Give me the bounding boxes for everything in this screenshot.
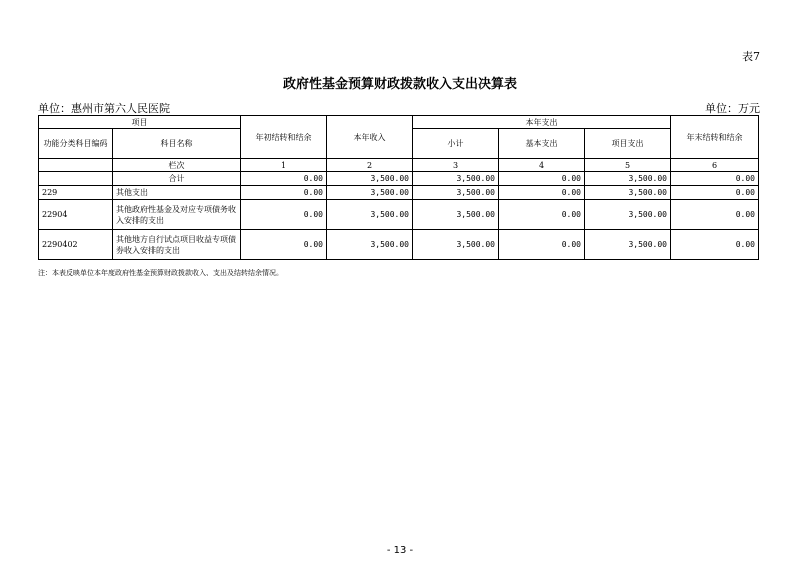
row-value: 3,500.00 — [413, 186, 499, 200]
report-table — [38, 115, 759, 260]
row-value: 3,500.00 — [585, 230, 671, 260]
header-item: 项目 — [39, 116, 241, 129]
col-number: 3 — [413, 159, 499, 172]
row-code: 229 — [39, 186, 113, 200]
col-number: 5 — [585, 159, 671, 172]
header-closing-balance: 年末结转和结余 — [671, 116, 759, 159]
page-title: 政府性基金预算财政拨款收入支出决算表 — [282, 77, 517, 92]
header-opening-balance: 年初结转和结余 — [241, 116, 327, 159]
row-value: 0.00 — [241, 230, 327, 260]
row-code — [39, 172, 113, 186]
row-value: 0.00 — [671, 230, 759, 260]
row-value: 3,500.00 — [413, 200, 499, 230]
row-name: 合计 — [113, 172, 241, 186]
row-value: 0.00 — [671, 186, 759, 200]
table-row — [39, 186, 759, 200]
row-value: 0.00 — [241, 186, 327, 200]
table-row — [39, 230, 759, 260]
row-value: 3,500.00 — [585, 172, 671, 186]
row-code: 2290402 — [39, 230, 113, 260]
col-number: 6 — [671, 159, 759, 172]
header-expenditure: 本年支出 — [413, 116, 671, 129]
header-subtotal: 小计 — [413, 129, 499, 159]
col-number: 1 — [241, 159, 327, 172]
header-income: 本年收入 — [327, 116, 413, 159]
row-value: 3,500.00 — [585, 186, 671, 200]
row-value: 0.00 — [671, 200, 759, 230]
row-value: 0.00 — [499, 200, 585, 230]
row-value: 3,500.00 — [327, 230, 413, 260]
row-value: 0.00 — [671, 172, 759, 186]
empty-cell — [39, 159, 113, 172]
row-value: 0.00 — [241, 200, 327, 230]
row-value: 0.00 — [499, 186, 585, 200]
table-row — [39, 200, 759, 230]
row-value: 3,500.00 — [327, 200, 413, 230]
footnote: 注：本表反映单位本年度政府性基金预算财政拨款收入、支出及结转结余情况。 — [38, 269, 283, 277]
row-value: 3,500.00 — [327, 172, 413, 186]
row-value: 0.00 — [499, 230, 585, 260]
col-number: 2 — [327, 159, 413, 172]
header-project: 项目支出 — [585, 129, 671, 159]
row-name: 其他支出 — [113, 186, 241, 200]
header-row-1 — [39, 116, 759, 129]
row-value: 3,500.00 — [585, 200, 671, 230]
table-number: 表7 — [742, 50, 760, 63]
row-value: 3,500.00 — [327, 186, 413, 200]
row-value: 3,500.00 — [413, 172, 499, 186]
row-value: 3,500.00 — [413, 230, 499, 260]
table-row-total — [39, 172, 759, 186]
header-basic: 基本支出 — [499, 129, 585, 159]
row-value: 0.00 — [499, 172, 585, 186]
row-value: 0.00 — [241, 172, 327, 186]
row-code: 22904 — [39, 200, 113, 230]
header-subject-name: 科目名称 — [113, 129, 241, 159]
column-number-row — [39, 159, 759, 172]
unit-currency: 单位：万元 — [705, 102, 760, 115]
column-no-label: 栏次 — [113, 159, 241, 172]
header-func-code: 功能分类科目编码 — [39, 129, 113, 159]
page-number: - 13 - — [386, 545, 414, 556]
unit-organization: 单位：惠州市第六人民医院 — [38, 102, 170, 115]
row-name: 其他地方自行试点项目收益专项债券收入安排的支出 — [113, 230, 241, 260]
col-number: 4 — [499, 159, 585, 172]
row-name: 其他政府性基金及对应专项债务收入安排的支出 — [113, 200, 241, 230]
